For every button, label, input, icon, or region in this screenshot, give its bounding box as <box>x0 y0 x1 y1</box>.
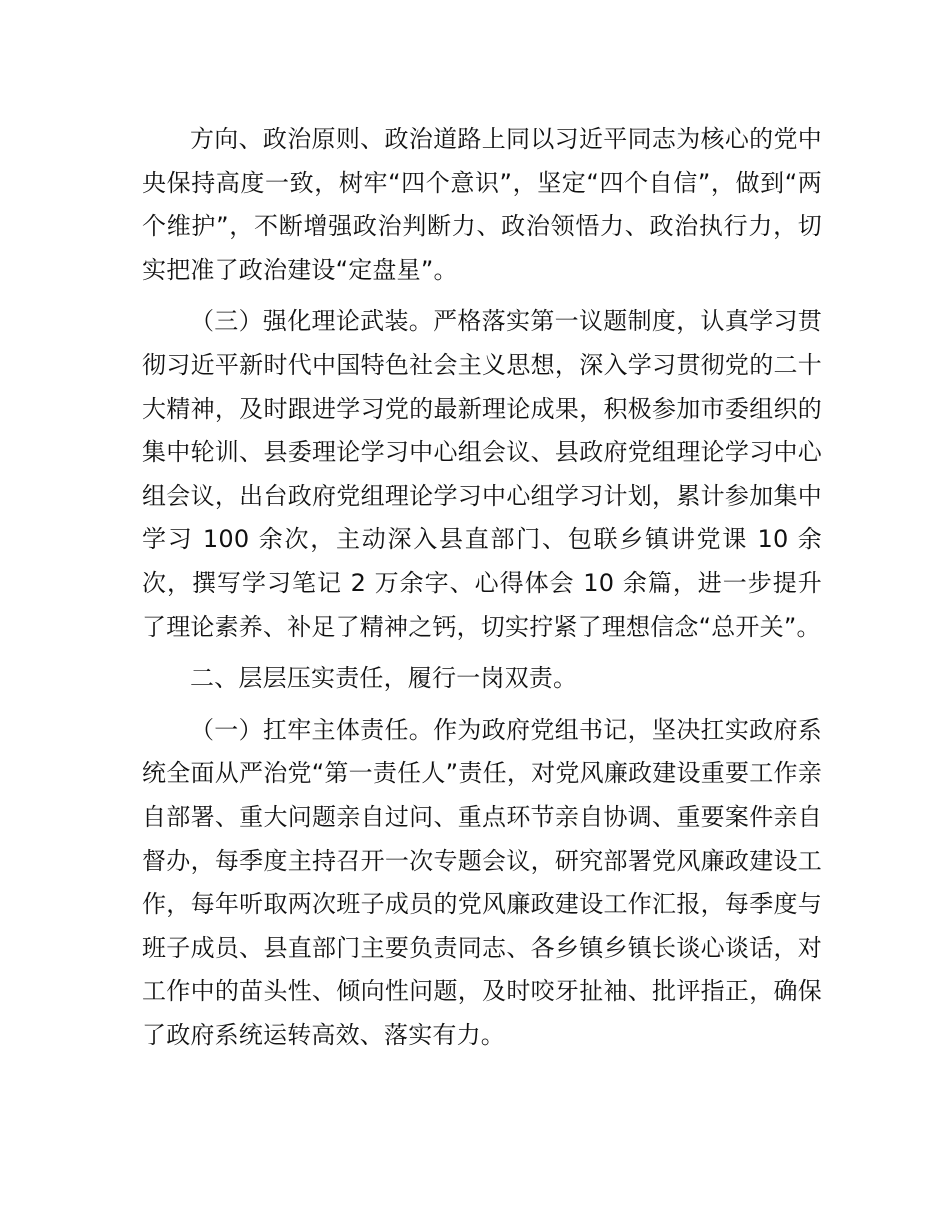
document-body <box>142 118 822 1065</box>
paragraph-main-responsibility: （一）扛牢主体责任。作为政府党组书记，坚决扛实政府系统全面从严治党“第一责任人”责任，对党风廉政建设重要工作亲自部署、重大问题亲自过问、重点环节亲自协调、重要案件亲自督办，每季度主持召开一次专题会议，研究部署党风廉政建设工作，每年听取两次班子成员的党风廉政建设工作汇报，每季度与班子成员、县直部门主要负责同志、各乡镇乡镇长谈心谈话，对工作中的苗头性、倾向性问题，及时咬牙扯袖、批评指正，确保了政府系统运转高效、落实有力。 <box>142 715 822 1049</box>
paragraph-political-direction: 方向、政治原则、政治道路上同以习近平同志为核心的党中央保持高度一致，树牢“四个意识”，坚定“四个自信”，做到“两个维护”，不断增强政治判断力、政治领悟力、政治执行力，切实把准了政治建设“定盘星”。 <box>142 125 822 284</box>
paragraph-theory-study: （三）强化理论武装。严格落实第一议题制度，认真学习贯彻习近平新时代中国特色社会主义思想，深入学习贯彻党的二十大精神，及时跟进学习党的最新理论成果，积极参加市委组织的集中轮训、县委理论学习中心组会议、县政府党组理论学习中心组会议，出台政府党组理论学习中心组学习计划，累计参加集中学习 100 余次，主动深入县直部门、包联乡镇讲党课 10 余次，撰写学习笔记 2 万余字、心得体会 10 余篇，进一步提升了理论素养、补足了精神之钙，切实拧紧了理想信念“总开关”。 <box>142 307 822 641</box>
section-heading-responsibility: 二、层层压实责任，履行一岗双责。 <box>190 664 578 693</box>
